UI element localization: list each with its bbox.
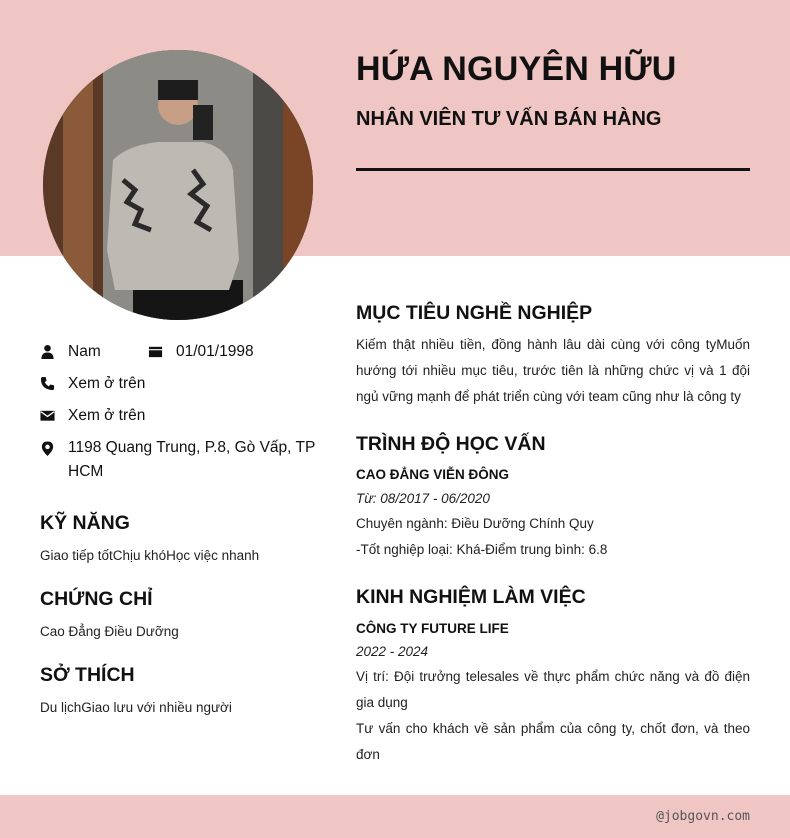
phone-icon: [40, 376, 55, 391]
location-pin-icon: [40, 441, 55, 456]
address-value: 1198 Quang Trung, P.8, Gò Vấp, TP HCM: [68, 439, 316, 480]
objective-heading: MỤC TIÊU NGHỀ NGHIỆP: [356, 302, 593, 324]
birthday-value: 01/01/1998: [176, 343, 254, 360]
calendar-icon: [148, 344, 163, 359]
job-title: NHÂN VIÊN TƯ VẤN BÁN HÀNG: [356, 108, 662, 130]
address-row: [40, 436, 330, 484]
experience-role: Vị trí: Đội trưởng telesales về thực phẩm chức năng và đồ điện gia dụng: [356, 669, 750, 710]
education-grade: -Tốt nghiệp loại: Khá-Điểm trung bình: 6.8: [356, 542, 608, 557]
watermark: @jobgovn.com: [656, 809, 750, 824]
certificates-text: Cao Đẳng Điều Dưỡng: [40, 624, 179, 639]
education-major: Chuyên ngành: Điều Dưỡng Chính Quy: [356, 516, 594, 531]
phone-value: Xem ở trên: [68, 375, 146, 392]
gender-value: Nam: [68, 343, 101, 360]
candidate-name: HỨA NGUYÊN HỮU: [356, 50, 677, 88]
experience-duty: Tư vấn cho khách về sản phẩm của công ty, chốt đơn, và theo đơn: [356, 721, 750, 762]
experience-period: 2022 - 2024: [356, 644, 429, 659]
education-heading: TRÌNH ĐỘ HỌC VẤN: [356, 433, 546, 455]
title-divider: [356, 168, 750, 171]
experience-company: CÔNG TY FUTURE LIFE: [356, 621, 509, 636]
skills-heading: KỸ NĂNG: [40, 512, 130, 534]
email-value: Xem ở trên: [68, 407, 146, 424]
skills-text: Giao tiếp tốtChịu khóHọc việc nhanh: [40, 548, 260, 563]
experience-heading: KINH NGHIỆM LÀM VIỆC: [356, 586, 586, 608]
hobbies-heading: SỞ THÍCH: [40, 664, 135, 686]
person-icon: [40, 344, 55, 359]
envelope-icon: [40, 408, 55, 423]
hobbies-text: Du lịchGiao lưu với nhiều người: [40, 700, 232, 715]
education-school: CAO ĐẲNG VIỄN ĐÔNG: [356, 467, 510, 482]
certificates-heading: CHỨNG CHỈ: [40, 588, 153, 610]
profile-photo: [43, 50, 313, 320]
objective-text: Kiếm thật nhiều tiền, đồng hành lâu dài cùng với công tyMuốn hướng tới nhiều mục tiêu, trước tiên là những chức vị và 1 đội ngủ vững mạnh để phát triển cùng với team cũng như là công ty: [356, 337, 750, 404]
education-period: Từ: 08/2017 - 06/2020: [356, 491, 490, 506]
